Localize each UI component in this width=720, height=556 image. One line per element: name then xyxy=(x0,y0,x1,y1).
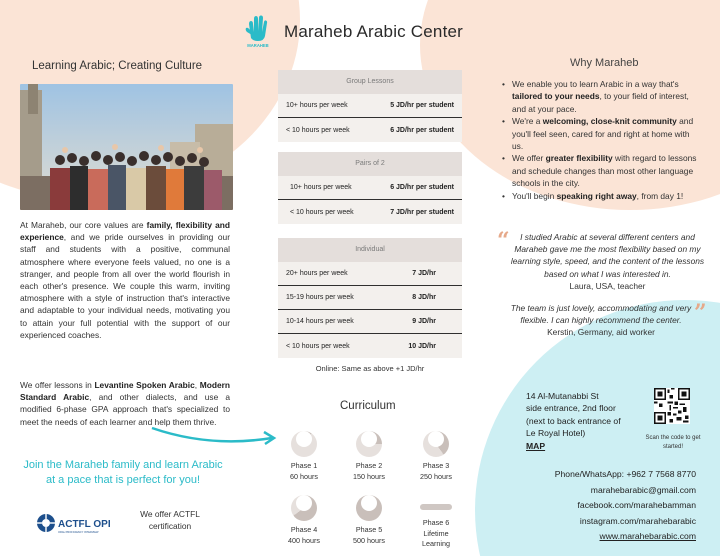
emphasis-text: family, flexibility and experience xyxy=(20,220,230,243)
pricing-table-title: Group Lessons xyxy=(278,70,462,94)
group-photo xyxy=(20,84,233,210)
body-text: , to your field of interest, and at your pace. xyxy=(512,91,689,114)
body-text: At Maraheb, our core values are xyxy=(20,220,147,230)
email-link[interactable]: marahebarabic@gmail.com xyxy=(590,484,696,495)
why-list-item xyxy=(502,78,702,115)
why-list xyxy=(502,78,702,202)
testimonial: The team is just lovely, accommodating and very flexible. I can highly recommend the center. Kerstin, Germany, aid worker xyxy=(506,302,696,339)
logo-wordmark: MARAHEB xyxy=(247,43,269,48)
pricing-table-group xyxy=(278,70,462,142)
why-list-item xyxy=(502,190,702,202)
instagram-link[interactable]: instagram.com/marahebarabic xyxy=(579,515,696,526)
pricing-row: 15-19 hours per week 8 JD/hr xyxy=(278,286,462,310)
body-text: , and we pride ourselves in providing our staff and students with a positive, communal atmosphere where everyone feels valued, no one is a stranger, and people from all over the world flourish in each other's presence. We couple this warm, inviting atmosphere with a style of instruction that's interactive and adaptable to your individual needs, motivating you to attain your full potential with the support of our experienced coaches. xyxy=(20,232,230,340)
testimonial-author: Kerstin, Germany, aid worker xyxy=(547,327,655,338)
pricing-row: 10+ hours per week 6 JD/hr per student xyxy=(278,176,462,200)
phase-progress-ring xyxy=(356,495,382,521)
body-text: You'll begin xyxy=(512,190,557,201)
contact-block xyxy=(500,467,696,545)
why-list-item xyxy=(502,152,702,189)
pricing-row: < 10 hours per week 7 JD/hr per student xyxy=(290,208,454,216)
emphasis-text: speaking right away xyxy=(556,190,637,201)
pricing-table-title: Pairs of 2 xyxy=(278,152,462,176)
qr-caption: Scan the code to get started! xyxy=(645,435,701,450)
phone-number[interactable]: Phone/WhatsApp: +962 7 7568 8770 xyxy=(554,469,696,479)
values-paragraph xyxy=(20,219,230,341)
body-text: We're a xyxy=(512,116,543,127)
body-text: We enable you to learn Arabic in a way that's xyxy=(512,79,679,89)
map-link[interactable]: MAP xyxy=(526,440,546,451)
pricing-row: < 10 hours per week 10 JD/hr xyxy=(286,342,436,350)
phase-progress-ring xyxy=(291,431,317,457)
body-text: We offer xyxy=(512,153,546,164)
pricing-table-pairs xyxy=(278,152,462,224)
testimonial-author: Laura, USA, teacher xyxy=(569,280,646,291)
phase-progress-ring xyxy=(423,431,449,457)
pricing-row: 10+ hours per week 5 JD/hr per student xyxy=(278,94,462,118)
phase-item: Phase 6 Lifetime Learning xyxy=(411,490,461,550)
close-quote-icon: ” xyxy=(694,300,707,326)
join-call-to-action: Join the Maraheb family and learn Arabic at a pace that is perfect for you! xyxy=(23,459,223,486)
facebook-link[interactable]: facebook.com/marahebamman xyxy=(577,500,696,511)
website-link[interactable]: www.marahebarabic.com xyxy=(599,531,696,542)
qr-code[interactable] xyxy=(654,388,690,424)
emphasis-text: greater flexibility xyxy=(545,153,613,164)
body-text: We offer lessons in xyxy=(20,380,95,390)
lifetime-bar xyxy=(420,504,452,510)
pricing-row: < 10 hours per week 6 JD/hr per student xyxy=(286,126,454,134)
body-text: , from day 1! xyxy=(636,190,684,201)
why-maraheb-title: Why Maraheb xyxy=(570,57,639,69)
body-text: , xyxy=(194,380,200,390)
pricing-row: 20+ hours per week 7 JD/hr xyxy=(278,262,462,286)
phase-item: Phase 5 500 hours xyxy=(344,490,394,546)
body-text: , and other dialects, and use a modified 6-phase GPA approach that's specialized to meet the needs of each learner and help them thrive. xyxy=(20,392,230,427)
curriculum-title: Curriculum xyxy=(340,400,396,412)
open-quote-icon: “ xyxy=(497,228,510,254)
phase-item: Phase 1 60 hours xyxy=(279,426,329,482)
actfl-logo-text: ACTFL OPI xyxy=(58,519,111,530)
actfl-certification-text: We offer ACTFL certification xyxy=(140,509,200,531)
pricing-table-title: Individual xyxy=(278,238,462,262)
body-text: with regard to lessons and schedule changes than most other language schools in the city. xyxy=(512,153,697,189)
emphasis-text: welcoming, close-knit community xyxy=(542,116,677,127)
emphasis-text: tailored to your needs xyxy=(512,91,600,102)
pricing-row: 10-14 hours per week 9 JD/hr xyxy=(278,310,462,334)
brand-title: Maraheb Arabic Center xyxy=(284,22,464,41)
phase-progress-ring xyxy=(356,431,382,457)
phase-item: Phase 3 250 hours xyxy=(411,426,461,482)
address-block: 14 Al-Mutanabbi St side entrance, 2nd floor (next to back entrance of Le Royal Hotel) MAP xyxy=(526,390,656,452)
actfl-opi-logo xyxy=(36,512,124,534)
curved-arrow-icon xyxy=(150,408,280,450)
testimonial: I studied Arabic at several different centers and Maraheb gave me the most flexibility based on my learning style, speed, and the content of the lessons based on what I was interested in. Laura, USA, teacher xyxy=(510,232,705,291)
body-text: and you'll feel seen, cared for and right at home with us. xyxy=(512,116,694,152)
pricing-table-individual xyxy=(278,238,462,358)
left-heading: Learning Arabic; Creating Culture xyxy=(32,60,203,72)
emphasis-text: Modern Standard Arabic xyxy=(20,380,230,403)
phase-item: Phase 2 150 hours xyxy=(344,426,394,482)
phase-item: Phase 4 400 hours xyxy=(279,490,329,546)
online-pricing-note: Online: Same as above +1 JD/hr xyxy=(315,364,425,373)
why-list-item xyxy=(502,115,702,152)
maraheb-logo xyxy=(243,14,273,50)
emphasis-text: Levantine Spoken Arabic xyxy=(94,380,195,390)
svg-text:ORAL PROFICIENCY INTERVIEW: ORAL PROFICIENCY INTERVIEW xyxy=(58,531,99,534)
phase-progress-ring xyxy=(291,495,317,521)
